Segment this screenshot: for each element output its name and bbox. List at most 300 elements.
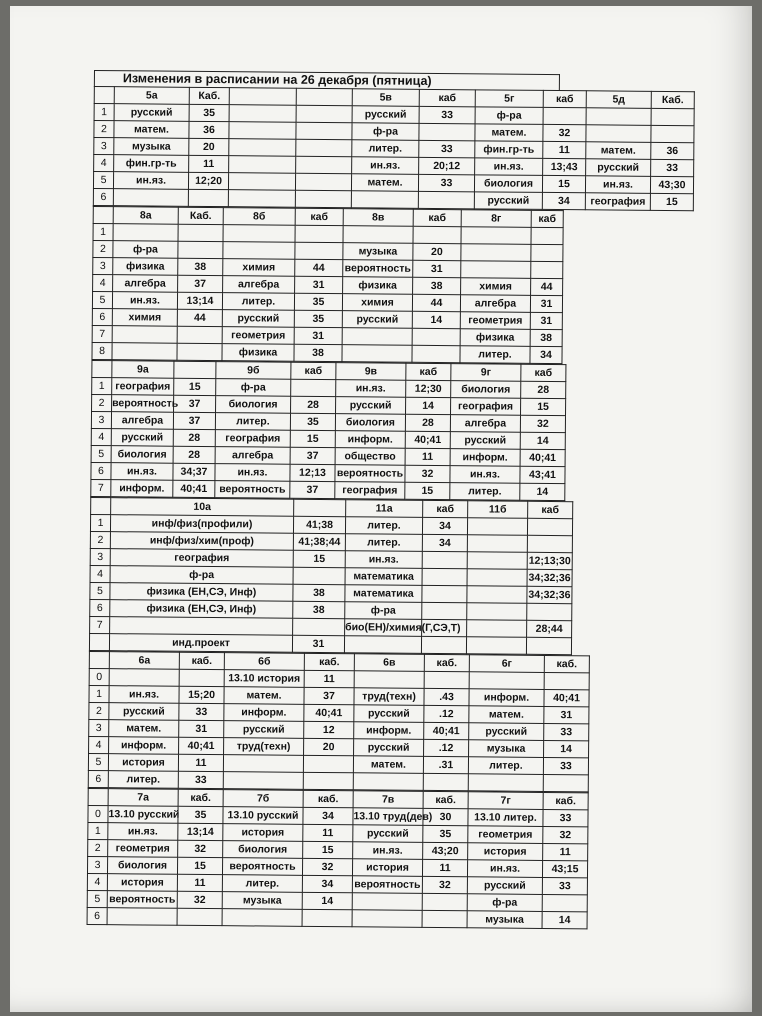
room-cell: 38 bbox=[530, 329, 562, 346]
schedule-sections bbox=[87, 86, 686, 929]
subject-cell: литер. bbox=[108, 771, 178, 789]
table-grade8 bbox=[91, 206, 563, 364]
room-cell: 44 bbox=[177, 309, 222, 326]
subject-cell bbox=[110, 617, 293, 636]
room-cell: 28 bbox=[405, 414, 450, 431]
lesson-number: 4 bbox=[87, 873, 107, 890]
subject-cell bbox=[302, 909, 352, 926]
subject-cell bbox=[526, 637, 571, 654]
subject-cell: история bbox=[223, 824, 303, 842]
lesson-number: 2 bbox=[88, 839, 108, 856]
subject-cell: физика bbox=[460, 329, 530, 347]
column-header: 5д bbox=[586, 91, 651, 109]
column-header: каб bbox=[295, 208, 343, 225]
room-cell: 15 bbox=[405, 482, 450, 499]
lesson-number: 6 bbox=[93, 188, 113, 205]
room-cell: 15 bbox=[177, 857, 222, 874]
subject-cell bbox=[188, 189, 228, 206]
subject-cell bbox=[223, 225, 295, 243]
subject-cell bbox=[109, 669, 179, 687]
subject-cell: ф-ра bbox=[113, 241, 178, 259]
room-cell: 33 bbox=[543, 757, 588, 774]
subject-cell bbox=[295, 173, 351, 190]
room-cell: 34 bbox=[303, 807, 353, 824]
room-cell: 38 bbox=[294, 344, 342, 361]
subject-cell: матем. bbox=[475, 124, 543, 142]
room-cell: 35 bbox=[423, 825, 468, 842]
subject-cell: биология bbox=[107, 857, 177, 875]
room-cell: 37 bbox=[173, 412, 215, 429]
column-header: 7а bbox=[108, 789, 178, 807]
subject-cell: история bbox=[108, 754, 178, 772]
room-cell: 34 bbox=[530, 346, 562, 363]
room-cell: 31 bbox=[292, 635, 344, 652]
subject-cell bbox=[178, 241, 223, 258]
room-cell: 40;41 bbox=[179, 737, 224, 754]
subject-cell: русский bbox=[354, 739, 424, 757]
column-header: Каб. bbox=[178, 207, 223, 224]
subject-cell bbox=[422, 585, 467, 602]
room-cell: 43;15 bbox=[542, 860, 587, 877]
column-header: 7г bbox=[468, 792, 543, 810]
subject-cell: биология bbox=[474, 175, 542, 193]
subject-cell bbox=[467, 569, 527, 587]
subject-cell: ин.яз. bbox=[109, 686, 179, 704]
subject-cell: литер. bbox=[222, 293, 294, 311]
subject-cell bbox=[422, 568, 467, 585]
room-cell: 37 bbox=[304, 687, 354, 704]
room-cell: 34 bbox=[302, 875, 352, 892]
lesson-number: 4 bbox=[91, 428, 111, 445]
room-cell: 11 bbox=[543, 843, 588, 860]
subject-cell bbox=[113, 189, 188, 207]
subject-cell bbox=[296, 105, 352, 122]
room-cell: 34 bbox=[542, 192, 585, 209]
room-cell: 15 bbox=[174, 378, 216, 395]
room-cell: 12;13 bbox=[290, 464, 335, 481]
subject-cell: инф/физ/хим(проф) bbox=[110, 532, 293, 551]
room-cell: 33 bbox=[651, 159, 694, 176]
room-cell: 35 bbox=[290, 413, 335, 430]
room-cell: 37 bbox=[174, 395, 216, 412]
subject-cell bbox=[343, 226, 413, 244]
column-header: 9б bbox=[216, 362, 291, 380]
room-cell: 38 bbox=[178, 258, 223, 275]
column-header bbox=[91, 497, 111, 514]
subject-cell: русский bbox=[109, 703, 179, 721]
lesson-number: 6 bbox=[92, 308, 112, 325]
subject-cell: химия bbox=[461, 278, 531, 296]
subject-cell: информ. bbox=[109, 737, 179, 755]
room-cell: 15 bbox=[542, 175, 585, 192]
column-header: 9г bbox=[451, 364, 521, 382]
subject-cell bbox=[421, 636, 466, 653]
table-grade6 bbox=[88, 651, 590, 792]
column-header bbox=[296, 88, 352, 105]
subject-cell: география bbox=[585, 193, 650, 211]
room-cell: .31 bbox=[423, 756, 468, 773]
subject-cell: русский bbox=[469, 723, 544, 741]
room-cell: 15 bbox=[650, 193, 693, 210]
room-cell: 14 bbox=[412, 311, 460, 328]
column-header: каб. bbox=[178, 789, 223, 806]
room-cell: 36 bbox=[189, 121, 229, 138]
room-cell: 43;41 bbox=[520, 466, 565, 483]
subject-cell bbox=[461, 244, 531, 262]
subject-cell bbox=[418, 191, 474, 208]
lesson-number: 3 bbox=[91, 411, 111, 428]
subject-cell bbox=[531, 244, 563, 261]
room-cell: 13;14 bbox=[178, 823, 223, 840]
subject-cell bbox=[179, 669, 224, 686]
room-cell: 35 bbox=[178, 806, 223, 823]
lesson-number: 5 bbox=[92, 291, 112, 308]
subject-cell: математика bbox=[345, 568, 422, 586]
subject-cell: биология bbox=[335, 414, 405, 432]
lesson-number: 5 bbox=[93, 172, 113, 189]
subject-cell: геометрия bbox=[108, 840, 178, 858]
subject-cell: литер. bbox=[352, 140, 419, 158]
subject-cell bbox=[467, 552, 527, 570]
room-cell: 14 bbox=[544, 740, 589, 757]
column-header: каб. bbox=[423, 791, 468, 808]
subject-cell: русский bbox=[354, 705, 424, 723]
subject-cell: матем. bbox=[586, 142, 651, 160]
subject-cell bbox=[531, 227, 563, 244]
column-header: 5г bbox=[475, 90, 543, 108]
room-cell: 31 bbox=[544, 706, 589, 723]
column-header: каб. bbox=[304, 653, 354, 670]
subject-cell: русский bbox=[353, 825, 423, 843]
column-header bbox=[88, 788, 108, 805]
subject-cell: ин.яз. bbox=[585, 176, 650, 194]
room-cell: 28 bbox=[291, 396, 336, 413]
room-cell: 32 bbox=[543, 826, 588, 843]
subject-cell bbox=[296, 122, 352, 139]
room-cell: 14 bbox=[520, 483, 565, 500]
room-cell: 33 bbox=[542, 877, 587, 894]
subject-cell bbox=[177, 326, 222, 343]
subject-cell: литер. bbox=[450, 483, 520, 501]
subject-cell bbox=[303, 755, 353, 772]
table-grade7 bbox=[87, 788, 589, 929]
column-header: 7б bbox=[223, 790, 303, 808]
room-cell: 40;41 bbox=[424, 722, 469, 739]
subject-cell bbox=[352, 893, 422, 911]
table-grade10_11 bbox=[89, 497, 573, 655]
subject-cell: русский bbox=[336, 397, 406, 415]
subject-cell: фин.гр-ть bbox=[475, 141, 543, 159]
subject-cell: литер. bbox=[345, 517, 422, 535]
subject-cell: информ. bbox=[111, 480, 173, 498]
room-cell: 28;44 bbox=[527, 620, 572, 637]
column-header: 11а bbox=[346, 500, 423, 518]
subject-cell: информ. bbox=[469, 689, 544, 707]
column-header: 7в bbox=[353, 791, 423, 809]
room-cell: 15 bbox=[521, 398, 566, 415]
lesson-number: 3 bbox=[93, 257, 113, 274]
room-cell: .12 bbox=[424, 705, 469, 722]
lesson-number: 8 bbox=[92, 342, 112, 359]
room-cell: 40;41 bbox=[405, 431, 450, 448]
room-cell: 32 bbox=[302, 858, 352, 875]
subject-cell: алгебра bbox=[215, 447, 290, 465]
lesson-number: 7 bbox=[92, 325, 112, 342]
subject-cell: русский bbox=[467, 877, 542, 895]
schedule-title: Изменения в расписании на 26 декабря (пятница) bbox=[94, 70, 560, 90]
subject-cell: ин.яз. bbox=[215, 464, 290, 482]
subject-cell bbox=[342, 345, 412, 363]
subject-cell bbox=[467, 535, 527, 553]
room-cell: 33 bbox=[544, 723, 589, 740]
subject-cell: вероятность bbox=[335, 465, 405, 483]
room-cell: 34;32;36 bbox=[527, 586, 572, 603]
subject-cell: вероятность bbox=[112, 395, 174, 413]
subject-cell: геометрия bbox=[460, 312, 530, 330]
room-cell: 11 bbox=[405, 448, 450, 465]
column-header bbox=[89, 651, 109, 668]
subject-cell: физика (ЕН,СЭ, Инф) bbox=[110, 583, 293, 602]
subject-cell: вероятность bbox=[107, 891, 177, 909]
room-cell: 32 bbox=[405, 465, 450, 482]
room-cell: 31 bbox=[413, 260, 461, 277]
lesson-number: 1 bbox=[88, 822, 108, 839]
room-cell: 33 bbox=[418, 174, 474, 191]
subject-cell: русский bbox=[222, 310, 294, 328]
subject-cell: ф-ра bbox=[216, 379, 291, 397]
subject-cell: история bbox=[107, 874, 177, 892]
lesson-number: 1 bbox=[93, 223, 113, 240]
subject-cell: русский bbox=[111, 429, 173, 447]
subject-cell bbox=[527, 603, 572, 620]
subject-cell: биология bbox=[451, 381, 521, 399]
column-header: 10а bbox=[111, 498, 294, 517]
subject-cell bbox=[353, 773, 423, 791]
lesson-number: 0 bbox=[89, 668, 109, 685]
subject-cell: литер. bbox=[468, 757, 543, 775]
room-cell: 15 bbox=[293, 550, 345, 567]
subject-cell: 13.10 русский bbox=[223, 807, 303, 825]
subject-cell: музыка bbox=[343, 243, 413, 261]
schedule-document bbox=[87, 70, 686, 929]
room-cell: 38 bbox=[293, 601, 345, 618]
subject-cell bbox=[461, 261, 531, 279]
lesson-number: 1 bbox=[89, 685, 109, 702]
subject-cell: химия bbox=[223, 259, 295, 277]
subject-cell: информ. bbox=[450, 449, 520, 467]
room-cell: 20 bbox=[304, 738, 354, 755]
column-header: каб. bbox=[424, 654, 469, 671]
room-cell: 40;41 bbox=[304, 704, 354, 721]
room-cell: 33 bbox=[543, 809, 588, 826]
subject-cell bbox=[223, 242, 295, 260]
room-cell: 34 bbox=[422, 517, 467, 534]
room-cell: 32 bbox=[520, 415, 565, 432]
room-cell: 37 bbox=[178, 275, 223, 292]
subject-cell: матем. bbox=[469, 706, 544, 724]
subject-cell: литер. bbox=[345, 534, 422, 552]
lesson-number: 4 bbox=[89, 736, 109, 753]
subject-cell: биология bbox=[223, 841, 303, 859]
room-cell: 34;37 bbox=[173, 463, 215, 480]
subject-cell: ин.яз. bbox=[113, 172, 188, 190]
lesson-number bbox=[89, 633, 109, 650]
lesson-number: 3 bbox=[87, 856, 107, 873]
subject-cell: русский bbox=[352, 106, 419, 124]
subject-cell: музыка bbox=[114, 138, 189, 156]
room-cell: 36 bbox=[651, 142, 694, 159]
subject-cell: литер. bbox=[460, 346, 530, 364]
subject-cell: музыка bbox=[222, 892, 302, 910]
subject-cell bbox=[422, 893, 467, 910]
room-cell: 11 bbox=[303, 824, 353, 841]
lesson-number: 5 bbox=[91, 445, 111, 462]
subject-cell bbox=[229, 156, 296, 174]
room-cell: 20;12 bbox=[419, 157, 475, 174]
subject-cell bbox=[107, 908, 177, 926]
subject-cell bbox=[419, 123, 475, 140]
subject-cell: русский bbox=[114, 104, 189, 122]
room-cell: 32 bbox=[177, 891, 222, 908]
column-header: 8в bbox=[343, 209, 413, 227]
room-cell: 43;30 bbox=[650, 176, 693, 193]
room-cell: .43 bbox=[424, 688, 469, 705]
subject-cell: география bbox=[335, 482, 405, 500]
subject-cell: информ. bbox=[224, 704, 304, 722]
subject-cell bbox=[228, 173, 295, 191]
lesson-number: 7 bbox=[90, 616, 110, 633]
room-cell: 41;38 bbox=[293, 516, 345, 533]
subject-cell: русский bbox=[342, 311, 412, 329]
subject-cell bbox=[422, 910, 467, 927]
room-cell: 20 bbox=[189, 138, 229, 155]
room-cell: 12 bbox=[304, 721, 354, 738]
room-cell: 35 bbox=[294, 293, 342, 310]
subject-cell: физика bbox=[222, 344, 294, 362]
subject-cell: труд(техн) bbox=[354, 688, 424, 706]
room-cell: 40;41 bbox=[173, 480, 215, 497]
subject-cell bbox=[352, 910, 422, 928]
room-cell: 13;14 bbox=[177, 292, 222, 309]
subject-cell bbox=[468, 774, 543, 792]
subject-cell: ин.яз. bbox=[450, 466, 520, 484]
lesson-number: 4 bbox=[93, 274, 113, 291]
column-header: 6г bbox=[469, 655, 544, 673]
room-cell: 13;43 bbox=[543, 158, 586, 175]
subject-cell: вероятность bbox=[352, 876, 422, 894]
subject-cell: химия bbox=[342, 294, 412, 312]
subject-cell bbox=[412, 328, 460, 345]
subject-cell: био(ЕН)/химия(Г,СЭ,Т) bbox=[345, 619, 422, 637]
room-cell: 44 bbox=[412, 294, 460, 311]
subject-cell: ин.яз. bbox=[467, 860, 542, 878]
lesson-number: 6 bbox=[90, 599, 110, 616]
room-cell: 14 bbox=[406, 397, 451, 414]
room-cell: 40;41 bbox=[544, 689, 589, 706]
subject-cell: ин.яз. bbox=[353, 842, 423, 860]
room-cell: 37 bbox=[290, 481, 335, 498]
subject-cell bbox=[229, 105, 296, 123]
room-cell: 11 bbox=[304, 670, 354, 687]
lesson-number: 1 bbox=[90, 514, 110, 531]
room-cell: 41;38;44 bbox=[293, 533, 345, 550]
subject-cell: труд(техн) bbox=[224, 738, 304, 756]
subject-cell: география bbox=[112, 378, 174, 396]
lesson-number: 6 bbox=[87, 907, 107, 924]
subject-cell: история bbox=[468, 843, 543, 861]
subject-cell bbox=[543, 107, 586, 124]
lesson-number: 1 bbox=[92, 377, 112, 394]
room-cell: 32 bbox=[543, 124, 586, 141]
column-header: каб bbox=[419, 89, 475, 106]
column-header: каб. bbox=[303, 790, 353, 807]
subject-cell bbox=[586, 108, 651, 126]
subject-cell: алгебра bbox=[460, 295, 530, 313]
column-header: Каб. bbox=[651, 91, 694, 108]
room-cell: 35 bbox=[189, 104, 229, 121]
subject-cell bbox=[586, 125, 651, 143]
room-cell: 34 bbox=[422, 534, 467, 551]
room-cell: 12;20 bbox=[188, 172, 228, 189]
subject-cell: музыка bbox=[469, 740, 544, 758]
room-cell: 32 bbox=[178, 840, 223, 857]
subject-cell: русский bbox=[450, 432, 520, 450]
lesson-number: 1 bbox=[94, 104, 114, 121]
subject-cell: инд.проект bbox=[109, 634, 292, 653]
column-header: 9а bbox=[112, 361, 174, 379]
subject-cell: геометрия bbox=[468, 826, 543, 844]
table-grade9 bbox=[90, 360, 566, 501]
column-header: каб bbox=[413, 209, 461, 226]
room-cell: 31 bbox=[295, 276, 343, 293]
room-cell: 38 bbox=[413, 277, 461, 294]
subject-cell: русский bbox=[474, 192, 542, 210]
subject-cell bbox=[424, 671, 469, 688]
room-cell: 12;13;30 bbox=[527, 552, 572, 569]
subject-cell: ин.яз. bbox=[112, 292, 177, 310]
room-cell: 14 bbox=[302, 892, 352, 909]
subject-cell: алгебра bbox=[223, 276, 295, 294]
lesson-number: 2 bbox=[94, 121, 114, 138]
subject-cell bbox=[543, 774, 588, 791]
subject-cell: алгебра bbox=[111, 412, 173, 430]
subject-cell bbox=[422, 551, 467, 568]
subject-cell: биология bbox=[216, 396, 291, 414]
subject-cell bbox=[467, 586, 527, 604]
subject-cell bbox=[651, 108, 694, 125]
column-header: 5а bbox=[114, 87, 189, 105]
subject-cell: ин.яз. bbox=[336, 380, 406, 398]
lesson-number: 5 bbox=[88, 753, 108, 770]
column-header: 9в bbox=[336, 363, 406, 381]
column-header: каб bbox=[543, 90, 586, 107]
subject-cell: ф-ра bbox=[110, 566, 293, 585]
subject-cell: матем. bbox=[224, 687, 304, 705]
subject-cell: ф-ра bbox=[345, 602, 422, 620]
column-header: 6в bbox=[354, 654, 424, 672]
subject-cell bbox=[423, 773, 468, 790]
lesson-number: 6 bbox=[91, 462, 111, 479]
subject-cell bbox=[223, 772, 303, 790]
column-header bbox=[92, 360, 112, 377]
column-header: каб. bbox=[179, 652, 224, 669]
column-header: 8б bbox=[223, 208, 295, 226]
lesson-number: 0 bbox=[88, 805, 108, 822]
room-cell: .12 bbox=[424, 739, 469, 756]
subject-cell: матем. bbox=[353, 756, 423, 774]
subject-cell: геометрия bbox=[222, 327, 294, 345]
subject-cell: география bbox=[451, 398, 521, 416]
